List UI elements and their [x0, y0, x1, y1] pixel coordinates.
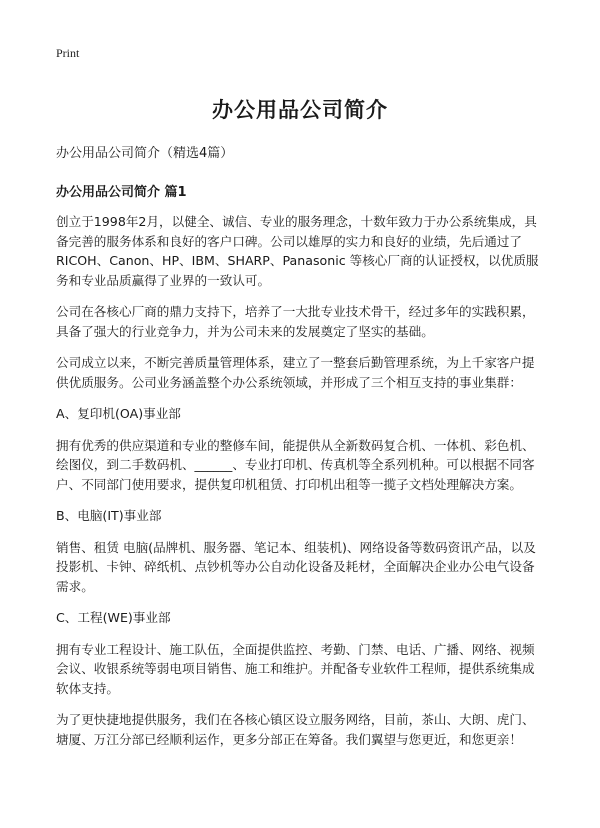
paragraph-oa: 拥有优秀的供应渠道和专业的整修车间，能提供从全新数码复合机、一体机、彩色机、绘图仪，到二手数码机、______、专业打印机、传真机等全系列机种。可以根据不同客户、不同部门使用要求，提供复印机租赁、打印机出租等一揽子文档处理解决方案。	[56, 437, 535, 492]
paragraph-we: 拥有专业工程设计、施工队伍，全面提供监控、考勤、门禁、电话、广播、网络、视频会议、收银系统等弱电项目销售、施工和维护。并配备专业软件工程师，提供系统集成软体支持。	[56, 641, 535, 696]
section-heading: 办公用品公司简介 篇1	[56, 185, 187, 200]
paragraph-support: 公司在各核心厂商的鼎力支持下，培养了一大批专业技术骨干，经过多年的实践积累，具备了强大的行业竞争力，并为公司未来的发展奠定了坚实的基础。	[56, 304, 535, 339]
division-heading-it: B、电脑(IT)事业部	[56, 508, 162, 523]
paragraph-intro: 创立于1998年2月，以健全、诚信、专业的服务理念，十数年致力于办公系统集成，具备完善的服务体系和良好的客户口碑。公司以雄厚的实力和良好的业绩，先后通过了 RICOH、Canon、HP、IBM、SHARP、Panasonic 等核心厂商的认证授权，以优质服务和专业品质赢得了业界的一致认可。	[56, 214, 539, 288]
document-subtitle: 办公用品公司简介（精选4篇）	[56, 146, 234, 161]
paragraph-it: 销售、租赁 电脑(品牌机、服务器、笔记本、组装机)、网络设备等数码资讯产品，以及 投影机、卡钟、碎纸机、点钞机等办公自动化设备及耗材，全面解决企业办公电气设备需求。	[56, 539, 536, 594]
division-heading-oa: A、复印机(OA)事业部	[56, 406, 181, 421]
division-heading-we: C、工程(WE)事业部	[56, 610, 171, 625]
paragraph-business: 公司成立以来，不断完善质量管理体系，建立了一整套后勤管理系统，为上千家客户提供优质服务。公司业务涵盖整个办公系统领域，并形成了三个相互支持的事业集群：	[56, 355, 535, 390]
document-title: 办公用品公司简介	[212, 98, 388, 122]
print-label: Print	[56, 46, 80, 60]
paragraph-service-network: 为了更快捷地提供服务，我们在各核心镇区设立服务网络，目前，茶山、大朗、虎门、塘厦、万江分部已经顺利运作，更多分部正在筹备。我们翼望与您更近，和您更亲！	[56, 712, 535, 747]
